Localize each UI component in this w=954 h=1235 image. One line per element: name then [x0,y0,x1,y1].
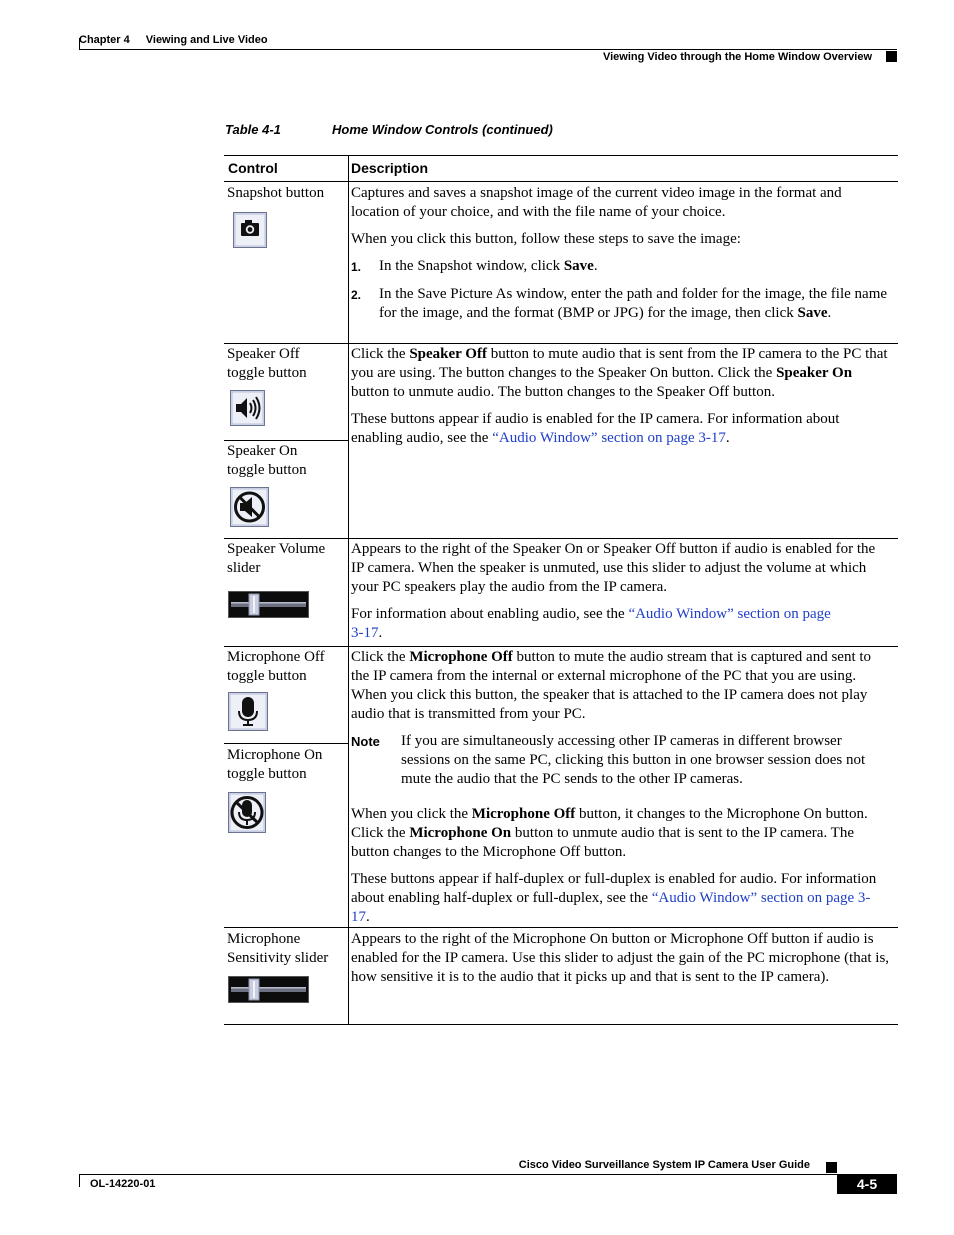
step-number: 1. [351,260,362,274]
control-speaker-on-label: Speaker On toggle button [227,443,307,478]
footer-tick [79,1175,80,1187]
chapter-title: Viewing and Live Video [145,34,268,46]
footer-marker [826,1162,837,1173]
step-number: 2. [351,288,362,302]
control-speaker-off-label: Speaker Off toggle button [227,346,307,381]
audio-window-link[interactable]: “Audio Window” section on page 3-17 [492,430,726,446]
table-header-rule [224,181,898,182]
chapter-header [79,34,268,46]
footer-rule [79,1174,897,1175]
mic-info-text: These buttons appear if half-duplex or full-duplex is enabled for audio. For information about enabling half-duplex or full-duplex, see the “Audio Window” section on page 3-17. [351,871,877,925]
description-mic [351,648,891,935]
chapter-number: Chapter 4 [79,34,130,46]
volume-info-text: For information about enabling audio, see the “Audio Window” section on page 3-17. [351,606,831,641]
speaker-muted-icon [230,487,269,532]
sub-row-divider [224,743,348,744]
description-sensitivity [351,930,891,995]
control-mic-off-label: Microphone Off toggle button [227,649,325,684]
snapshot-steps-intro: When you click this button, follow these steps to save the image: [351,231,741,247]
table-number: Table 4-1 [225,122,281,137]
audio-window-link[interactable]: “Audio Window” section on page 3-17 [351,890,871,925]
sensitivity-description-text: Appears to the right of the Microphone On button or Microphone Off button if audio is enabled for the IP camera. Use this slider to adjust the gain of the PC microphone (that is, how sensitive it is to the audio that it picks up and that is sent to the IP camera). [351,931,890,985]
control-volume-label: Speaker Volume slider [227,541,326,576]
column-header-control: Control [228,160,278,176]
column-divider [348,155,349,1025]
step-text: In the Save Picture As window, enter the path and folder for the image, the file name for the image, and the format (BMP or JPG) for the image, then click Save. [379,286,888,321]
mic-toggle-text: When you click the Microphone Off button, it changes to the Microphone On button. Click the Microphone On button to unmute audio that is sent to the IP camera. The button changes to the Microphone Off button. [351,806,868,860]
section-header: Viewing Video through the Home Window Overview [602,51,872,63]
table-caption [225,122,553,137]
audio-window-link[interactable]: “Audio Window” section on page 3-17 [351,606,831,641]
speaker-description-text: Click the Speaker Off button to mute audio that is sent from the IP camera to the PC that you are using. The button changes to the Speaker On button. Click the Speaker On button to unmute audio. The button changes to the Speaker Off button. [351,346,888,400]
snapshot-description-text: Captures and saves a snapshot image of the current video image in the format and location of your choice, and with the file name of your choice. [351,185,842,220]
step-2 [351,285,891,323]
table-bottom-rule [224,1024,898,1025]
note-text: If you are simultaneously accessing other IP cameras in different browser sessions on the same PC, clicking this button in one browser session does not mute the audio that the PC sends to the other IP cameras. [401,733,866,787]
guide-title: Cisco Video Surveillance System IP Camera User Guide [518,1159,810,1171]
microphone-icon [228,692,268,736]
volume-slider-icon [228,591,309,623]
row-divider [224,343,898,344]
description-volume [351,540,891,651]
row-divider [224,538,898,539]
control-sensitivity-label: Microphone Sensitivity slider [227,931,329,966]
sub-row-divider [224,440,348,441]
step-text: In the Snapshot window, click Save. [379,258,598,274]
document-number: OL-14220-01 [90,1178,156,1190]
description-speaker [351,345,891,456]
table-title: Home Window Controls (continued) [332,122,553,137]
speaker-on-icon [230,390,265,431]
header-rule [79,49,897,50]
page-number: 4-5 [837,1175,897,1194]
camera-icon [233,212,267,253]
control-mic-on-label: Microphone On toggle button [227,747,323,782]
control-snapshot-label: Snapshot button [227,185,325,201]
description-snapshot [351,184,891,331]
mic-description-text: Click the Microphone Off button to mute the audio stream that is captured and sent to the IP camera from the internal or external microphone of the PC that you are using. When you click this button, the speaker that is attached to the IP camera does not play audio that is transmitted from your PC. [351,649,872,722]
microphone-muted-icon [228,792,266,838]
table-top-rule [224,155,898,156]
header-marker [886,51,897,62]
note-label: Note [351,734,380,749]
column-header-description: Description [351,160,429,176]
sensitivity-slider-icon [228,976,309,1008]
step-1 [351,257,891,277]
mic-note [351,732,891,789]
speaker-info-text: These buttons appear if audio is enabled for the IP camera. For information about enabling audio, see the “Audio Window” section on page 3-17. [351,411,840,446]
volume-description-text: Appears to the right of the Speaker On or Speaker Off button if audio is enabled for the IP camera. When the speaker is unmuted, use this slider to adjust the volume at which your PC speakers play the audio from the IP camera. [351,541,876,595]
